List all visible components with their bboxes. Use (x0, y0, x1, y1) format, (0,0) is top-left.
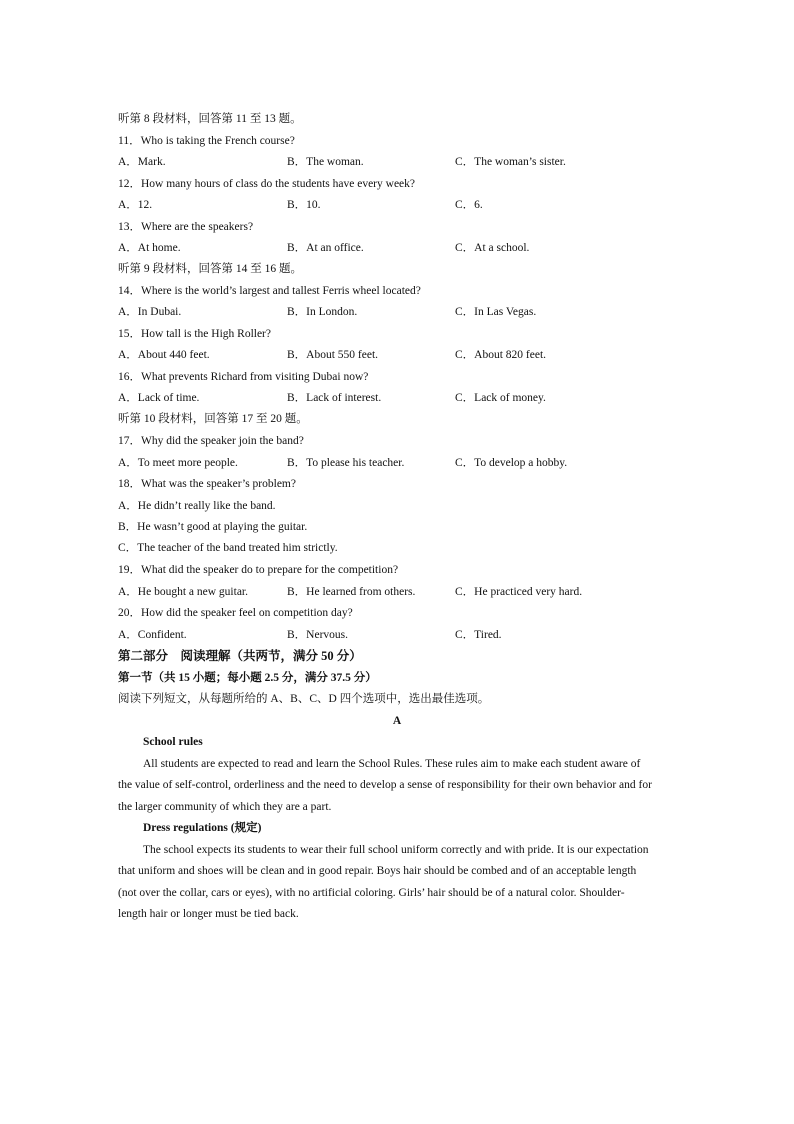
paragraph-1-line-2: the value of self-control, orderliness and the need to develop a sense of responsibility for their own behavior and for (118, 779, 652, 791)
passage-label: A (392, 715, 402, 727)
question-15-stem: 15．How tall is the High Roller? (118, 328, 271, 340)
question-14-option-a: A．In Dubai. (118, 306, 182, 318)
paragraph-1-line-1: All students are expected to read and learn the School Rules. These rules aim to make each student aware of (143, 758, 641, 770)
question-16-option-c: C．Lack of money. (455, 392, 546, 404)
question-18-stem: 18．What was the speaker’s problem? (118, 478, 296, 490)
question-17-stem: 17．Why did the speaker join the band? (118, 435, 304, 447)
paragraph-1-line-3: the larger community of which they are a part. (118, 801, 332, 813)
question-18-option-c: C．The teacher of the band treated him strictly. (118, 542, 338, 554)
question-13-stem: 13．Where are the speakers? (118, 221, 254, 233)
section-8-instruction: 听第 8 段材料，回答第 11 至 13 题。 (118, 113, 302, 125)
question-15-option-b: B．About 550 feet. (287, 349, 379, 361)
question-11-option-c: C．The woman’s sister. (455, 156, 566, 168)
paragraph-2-line-1: The school expects its students to wear their full school uniform correctly and with pride. It is our expectation (143, 844, 649, 856)
question-15-option-a: A．About 440 feet. (118, 349, 210, 361)
paragraph-2-line-3: (not over the collar, cars or eyes), with no artificial coloring. Girls’ hair should be of a natural color. Shoulder- (118, 887, 625, 899)
question-16-option-a: A．Lack of time. (118, 392, 200, 404)
question-13-option-a: A．At home. (118, 242, 181, 254)
question-12-stem: 12．How many hours of class do the students have every week? (118, 178, 416, 190)
question-17-option-c: C．To develop a hobby. (455, 457, 568, 469)
question-20-option-c: C．Tired. (455, 629, 502, 641)
question-19-option-c: C．He practiced very hard. (455, 586, 583, 598)
question-12-option-c: C．6. (455, 199, 483, 211)
question-17-option-a: A．To meet more people. (118, 457, 238, 469)
question-11-option-a: A．Mark. (118, 156, 166, 168)
paragraph-2-line-2: that uniform and shoes will be clean and in good repair. Boys hair should be combed and of an acceptable length (118, 865, 637, 877)
part-2-title: 第二部分 阅读理解（共两节，满分 50 分） (118, 649, 362, 663)
question-20-option-a: A．Confident. (118, 629, 187, 641)
question-20-option-b: B．Nervous. (287, 629, 349, 641)
section-1-title: 第一节（共 15 小题；每小题 2.5 分，满分 37.5 分） (118, 672, 377, 684)
section-10-instruction: 听第 10 段材料，回答第 17 至 20 题。 (118, 413, 308, 425)
reading-instruction: 阅读下列短文，从每题所给的 A、B、C、D 四个选项中，选出最佳选项。 (118, 693, 490, 705)
question-17-option-b: B．To please his teacher. (287, 457, 405, 469)
question-15-option-c: C．About 820 feet. (455, 349, 547, 361)
question-12-option-a: A．12. (118, 199, 153, 211)
question-12-option-b: B．10. (287, 199, 321, 211)
question-11-option-b: B．The woman. (287, 156, 364, 168)
question-11-stem: 11．Who is taking the French course? (118, 135, 295, 147)
paragraph-2-line-4: length hair or longer must be tied back. (118, 908, 299, 920)
question-18-option-b: B．He wasn’t good at playing the guitar. (118, 521, 308, 533)
question-19-option-b: B．He learned from others. (287, 586, 416, 598)
question-14-option-b: B．In London. (287, 306, 358, 318)
question-19-option-a: A．He bought a new guitar. (118, 586, 248, 598)
heading-school-rules: School rules (143, 736, 203, 748)
heading-dress-regulations: Dress regulations (规定) (143, 822, 262, 834)
question-14-option-c: C．In Las Vegas. (455, 306, 537, 318)
question-18-option-a: A．He didn’t really like the band. (118, 500, 276, 512)
question-19-stem: 19．What did the speaker do to prepare for the competition? (118, 564, 399, 576)
question-14-stem: 14．Where is the world’s largest and tallest Ferris wheel located? (118, 285, 421, 297)
question-20-stem: 20．How did the speaker feel on competition day? (118, 607, 353, 619)
section-9-instruction: 听第 9 段材料，回答第 14 至 16 题。 (118, 263, 302, 275)
question-16-stem: 16．What prevents Richard from visiting Dubai now? (118, 371, 369, 383)
question-13-option-c: C．At a school. (455, 242, 530, 254)
question-13-option-b: B．At an office. (287, 242, 364, 254)
question-16-option-b: B．Lack of interest. (287, 392, 382, 404)
